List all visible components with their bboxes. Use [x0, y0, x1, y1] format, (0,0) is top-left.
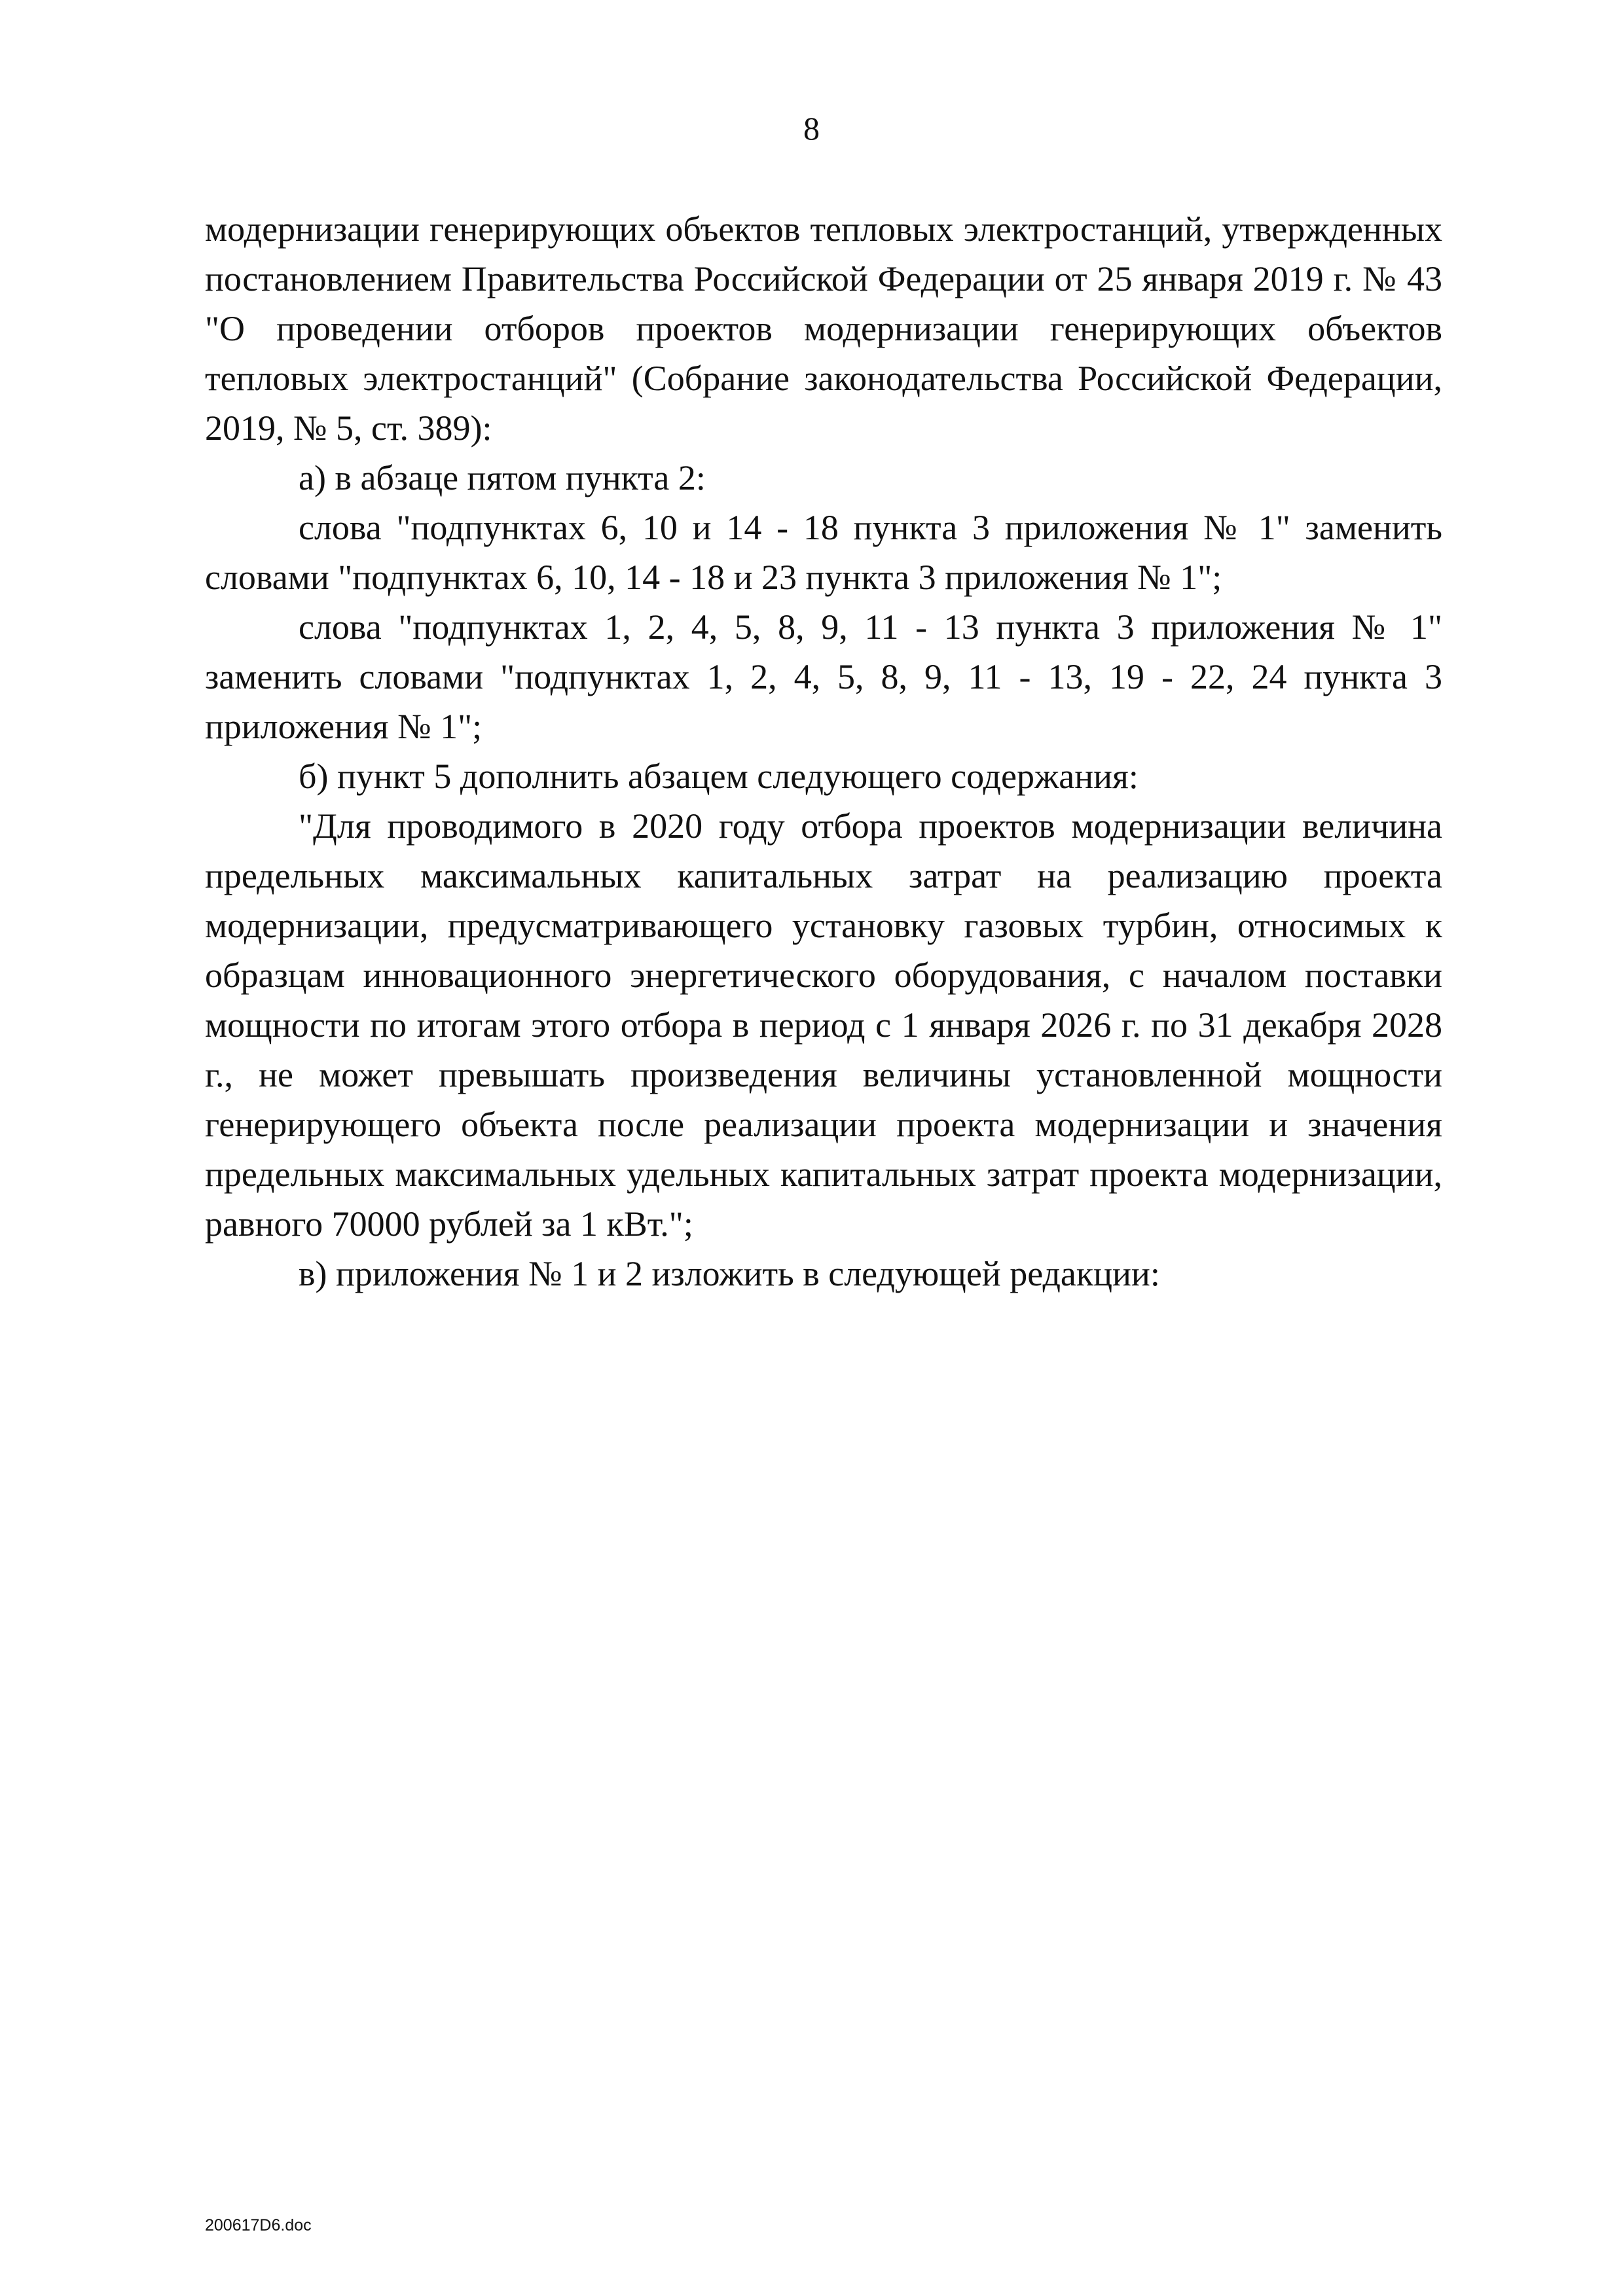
- footer-filename: 200617D6.doc: [205, 2216, 312, 2234]
- page-number: 8: [803, 110, 820, 147]
- document-body: [205, 204, 1442, 1299]
- paragraph-quote: "Для проводимого в 2020 году отбора проектов модернизации величина предельных максимальных капитальных затрат на реализацию проекта модернизации, предусматривающего установку газовых турбин, относимых к образцам инновационного энергетического оборудования, с началом поставки мощности по итогам этого отбора в период с 1 января 2026 г. по 31 декабря 2028 г., не может превышать произведения величины установленной мощности генерирующего объекта после реализации проекта модернизации и значения предельных максимальных удельных капитальных затрат проекта модернизации, равного 70000 рублей за 1 кВт.";: [205, 806, 1442, 1244]
- paragraph-item-b: б) пункт 5 дополнить абзацем следующего содержания:: [299, 757, 1139, 796]
- paragraph-intro: модернизации генерирующих объектов тепловых электростанций, утвержденных постановлением Правительства Российской Федерации от 25 января 2019 г. № 43 "О проведении отборов проектов модернизации генерирующих объектов тепловых электростанций" (Собрание законодательства Российской Федерации, 2019, № 5, ст. 389):: [205, 209, 1442, 448]
- paragraph-item-a: а) в абзаце пятом пункта 2:: [299, 458, 706, 497]
- paragraph-replace-2: слова "подпунктах 1, 2, 4, 5, 8, 9, 11 - 13 пункта 3 приложения № 1" заменить словами "подпунктах 1, 2, 4, 5, 8, 9, 11 - 13, 19 - 22, 24 пункта 3 приложения № 1";: [205, 607, 1442, 746]
- paragraph-replace-1: слова "подпунктах 6, 10 и 14 - 18 пункта 3 приложения № 1" заменить словами "подпунктах 6, 10, 14 - 18 и 23 пункта 3 приложения № 1";: [205, 508, 1442, 597]
- paragraph-item-v: в) приложения № 1 и 2 изложить в следующей редакции:: [299, 1254, 1160, 1293]
